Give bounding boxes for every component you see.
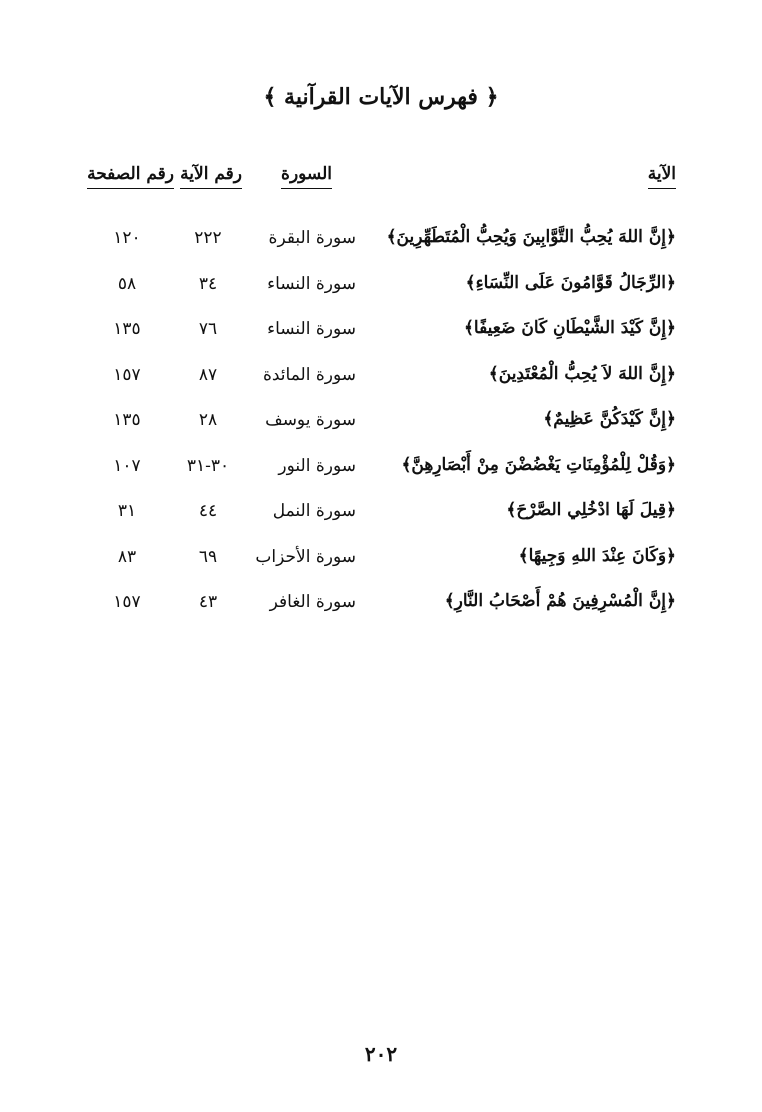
ayah-number: ٧٦ [198, 319, 218, 339]
ayah-text: ﴿إِنَّ اللهَ لاَ يُحِبُّ الْمُعْتَدِينَ﴾ [488, 363, 676, 384]
page-reference: ١٢٠ [113, 228, 141, 248]
ayah-number: ٢٨ [198, 410, 218, 430]
page-reference: ٨٣ [117, 546, 137, 567]
surah-name: سورة الأحزاب [255, 546, 356, 567]
page-reference: ١٠٧ [113, 455, 141, 476]
ayah-text: ﴿قِيلَ لَهَا ادْخُلِي الصَّرْحَ﴾ [506, 500, 676, 520]
page-number: ٢٠٢ [364, 1042, 398, 1066]
ayah-text: ﴿وَقُلْ لِلْمُؤْمِنَاتِ يَغْضُضْنَ مِنْ أَبْصَارِهِنَّ﴾ [401, 454, 676, 475]
index-table [0, 222, 762, 632]
table-row [0, 586, 762, 632]
page-reference: ١٣٥ [113, 410, 141, 430]
surah-name: سورة المائدة [262, 364, 356, 385]
page-reference: ١٥٧ [113, 364, 141, 385]
surah-name: سورة النمل [272, 501, 356, 521]
table-row [0, 450, 762, 496]
table-row [0, 268, 762, 314]
surah-name: سورة النساء [267, 273, 356, 294]
ayah-text: ﴿إِنَّ الْمُسْرِفِينَ هُمْ أَصْحَابُ النَّارِ﴾ [444, 591, 676, 611]
header-ayah-number: رقم الآية [180, 164, 242, 189]
table-header [0, 164, 762, 198]
ayah-text: ﴿الرِّجَالُ قَوَّامُونَ عَلَى النِّسَاءِ﴾ [465, 272, 676, 293]
ayah-number: ٤٣ [198, 592, 218, 612]
surah-name: سورة الغافر [269, 592, 356, 612]
surah-name: سورة النساء [267, 319, 356, 339]
ayah-text: ﴿وَكَانَ عِنْدَ اللهِ وَجِيهًا﴾ [518, 545, 676, 566]
table-row [0, 359, 762, 405]
ayah-number: ٦٩ [198, 546, 218, 567]
ayah-number: ٣٤ [198, 273, 218, 294]
table-row [0, 541, 762, 587]
surah-name: سورة البقرة [268, 228, 356, 248]
ayah-number: ٢٢٢ [194, 228, 222, 248]
ayah-number: ٨٧ [198, 364, 218, 385]
table-row [0, 495, 762, 541]
page-reference: ١٥٧ [113, 592, 141, 612]
header-surah: السورة [281, 164, 332, 189]
ayah-number: ٤٤ [198, 501, 218, 521]
table-row [0, 222, 762, 268]
page-reference: ٥٨ [117, 273, 137, 294]
header-page-number: رقم الصفحة [87, 164, 174, 189]
ayah-text: ﴿إِنَّ كَيْدَكُنَّ عَظِيمٌ﴾ [543, 409, 676, 429]
ayah-text: ﴿إِنَّ اللهَ يُحِبُّ التَّوَّابِينَ وَيُحِبُّ الْمُتَطَهِّرِينَ﴾ [386, 227, 676, 247]
page-title: ﴿ فهرس الآيات القرآنية ﴾ [263, 84, 499, 110]
surah-name: سورة النور [278, 455, 356, 476]
table-row [0, 313, 762, 359]
ayah-text: ﴿إِنَّ كَيْدَ الشَّيْطَانِ كَانَ ضَعِيفًا﴾ [463, 318, 676, 338]
header-ayah: الآية [648, 164, 676, 189]
table-row [0, 404, 762, 450]
surah-name: سورة يوسف [265, 410, 356, 430]
ayah-number: ٣٠-٣١ [186, 455, 230, 476]
page-reference: ٣١ [117, 501, 137, 521]
page-reference: ١٣٥ [113, 319, 141, 339]
